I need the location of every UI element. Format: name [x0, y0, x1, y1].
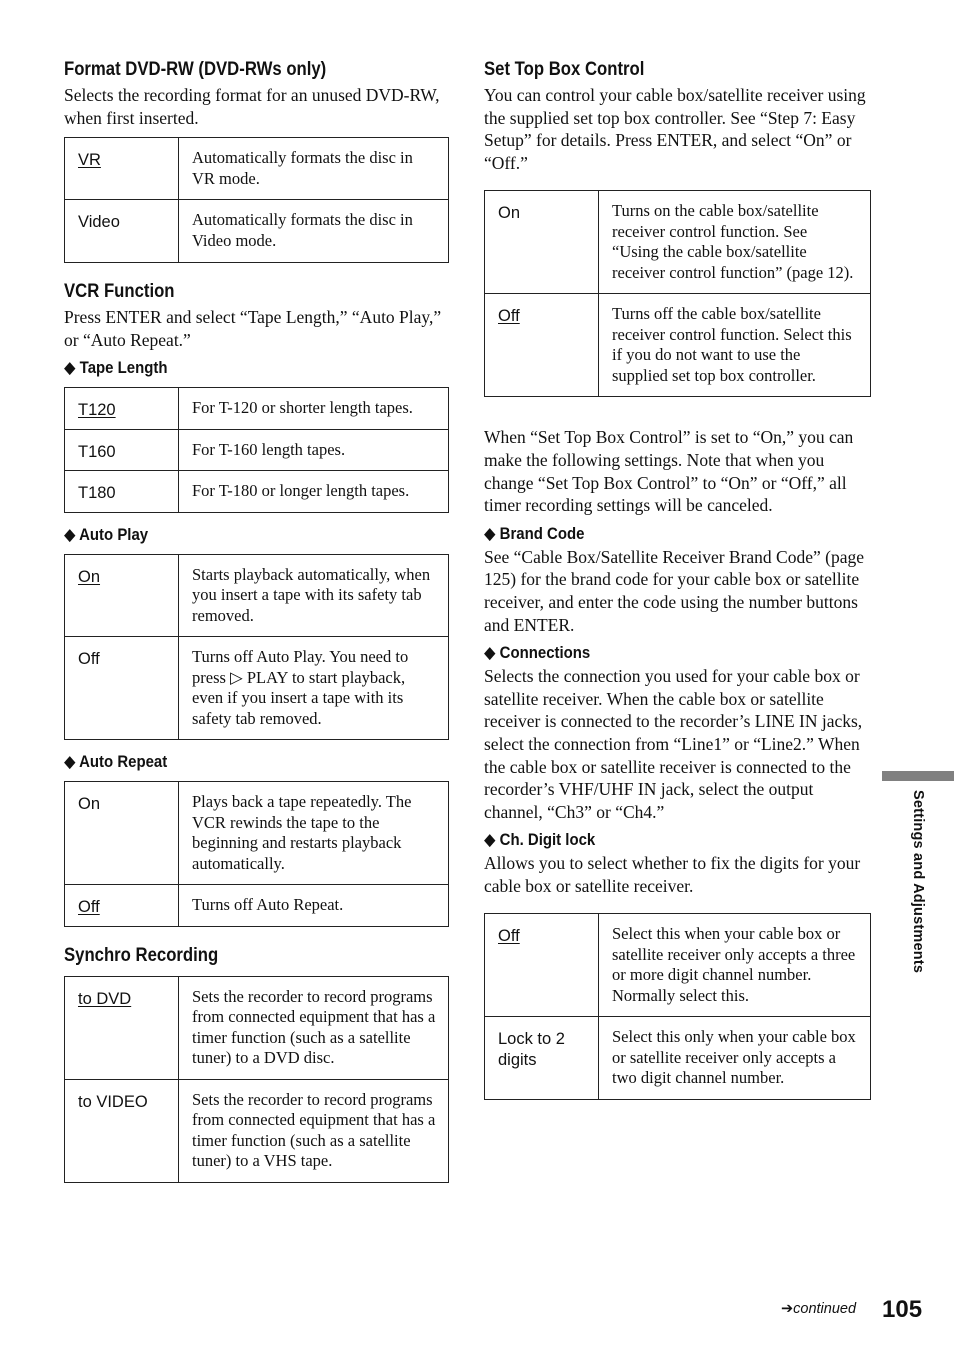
vcr-function-intro: Press ENTER and select “Tape Length,” “Auto Play,” or “Auto Repeat.” — [64, 307, 442, 350]
table-row — [65, 554, 449, 637]
brand-code-text: See “Cable Box/Satellite Receiver Brand Code” (page 125) for the brand code for your cable box or satellite receiver, and enter the code using the number buttons and ENTER. — [484, 546, 865, 635]
subsection-title-brand-code: ◆ Brand Code — [484, 523, 585, 543]
format-dvd-rw-table — [64, 137, 449, 263]
option-desc: Select this only when your cable box or satellite receiver only accepts a two digit channel number. — [599, 1017, 871, 1100]
option-desc: Select this when your cable box or satellite receiver only accepts a three or more digit channel number. Normally select this. — [599, 914, 871, 1017]
table-row — [485, 294, 871, 397]
set-top-box-table — [484, 190, 871, 397]
tape-length-table — [64, 387, 449, 513]
set-top-box-intro: You can control your cable box/satellite receiver using the supplied set top box controller. See “Step 7: Easy Setup” for details. Press ENTER, and select “On” or “Off.” — [484, 85, 866, 173]
option-desc: Turns off the cable box/satellite receiver control function. Select this if you do not want to use the supplied set top box controller. — [599, 294, 871, 397]
auto-repeat-table — [64, 781, 449, 927]
synchro-recording-table — [64, 976, 449, 1183]
option-off: Off — [498, 307, 520, 326]
sidebar-tab-bar — [882, 771, 954, 781]
page-number: 105 — [882, 1296, 923, 1323]
section-title-synchro-recording: Synchro Recording — [64, 944, 219, 966]
option-to-video: to VIDEO — [65, 1079, 179, 1182]
option-on: On — [485, 191, 599, 294]
option-vr: VR — [78, 151, 101, 170]
desc-text: Turns off Auto Play. You need to press — [192, 647, 409, 687]
option-on: On — [65, 782, 179, 885]
option-desc: Starts playback automatically, when you insert a tape with its safety tab removed. — [179, 554, 449, 637]
option-off: Off — [78, 898, 100, 917]
option-on: On — [78, 567, 101, 586]
table-row — [65, 976, 449, 1079]
subsection-title-tape-length: ◆ Tape Length — [64, 358, 168, 378]
section-title-vcr-function: VCR Function — [64, 281, 175, 303]
option-desc: Automatically formats the disc in Video mode. — [179, 200, 449, 263]
ch-digit-lock-text: Allows you to select whether to fix the digits for your cable box or satellite receiver. — [484, 853, 861, 896]
table-row — [65, 637, 449, 740]
subsection-title-auto-play: ◆ Auto Play — [64, 524, 149, 544]
left-column — [64, 58, 449, 1183]
table-row — [65, 429, 449, 471]
subsection-title-ch-digit-lock: ◆ Ch. Digit lock — [484, 830, 596, 850]
desc-text: PLAY to start playback, even if you insert a tape with its safety tab removed. — [192, 667, 406, 728]
table-row — [485, 914, 871, 1017]
option-desc: Sets the recorder to record programs from connected equipment that has a timer function (such as a satellite tuner) to a VHS tape. — [179, 1079, 449, 1182]
table-row — [65, 782, 449, 885]
table-row — [65, 138, 449, 200]
auto-play-table — [64, 554, 449, 741]
subsection-title-auto-repeat: ◆ Auto Repeat — [64, 752, 168, 772]
set-top-box-note: When “Set Top Box Control” is set to “On,” you can make the following settings. Note that when you change “Set Top Box Control” to “On” or “Off,” all timer recording settings will be canceled. — [484, 427, 854, 516]
connections-text: Selects the connection you used for your cable box or satellite receiver. When the cable box or satellite receiver is connected to the recorder’s LINE IN jacks, select the connection from “Line1” or “Line2.” When the cable box or satellite receiver is connected to the recorder’s VHF/UHF IN jack, select the output channel, “Ch3” or “Ch4.” — [484, 666, 863, 822]
table-row — [485, 1017, 871, 1100]
option-desc: Turns on the cable box/satellite receiver control function. See “Using the cable box/satellite receiver control function” (page 12). — [599, 191, 871, 294]
option-desc: Automatically formats the disc in VR mode. — [179, 138, 449, 200]
table-row — [65, 200, 449, 263]
option-off: Off — [65, 637, 179, 740]
table-row — [65, 885, 449, 927]
ch-digit-lock-table — [484, 913, 871, 1100]
format-dvd-rw-intro: Selects the recording format for an unused DVD-RW, when first inserted. — [64, 85, 440, 128]
table-row — [65, 388, 449, 430]
table-row — [65, 1079, 449, 1182]
option-t180: T180 — [65, 471, 179, 513]
option-off: Off — [498, 927, 520, 946]
option-t120: T120 — [78, 401, 116, 420]
option-t160: T160 — [65, 429, 179, 471]
right-column — [484, 58, 871, 1100]
option-video: Video — [65, 200, 179, 263]
subsection-title-connections: ◆ Connections — [484, 643, 591, 663]
option-desc: Turns off Auto Repeat. — [179, 885, 449, 927]
option-desc — [179, 637, 449, 740]
option-desc: For T-120 or shorter length tapes. — [179, 388, 449, 430]
option-desc: For T-160 length tapes. — [179, 429, 449, 471]
sidebar-section-label: Settings and Adjustments — [910, 790, 926, 974]
option-desc: Sets the recorder to record programs from connected equipment that has a timer function (such as a satellite tuner) to a DVD disc. — [179, 976, 449, 1079]
option-desc: For T-180 or longer length tapes. — [179, 471, 449, 513]
table-row — [65, 471, 449, 513]
option-lock-to-2-digits: Lock to 2 digits — [485, 1017, 599, 1100]
option-to-dvd: to DVD — [78, 989, 132, 1008]
option-desc: Plays back a tape repeatedly. The VCR rewinds the tape to the beginning and restarts playback automatically. — [179, 782, 449, 885]
play-icon: ▷ — [230, 667, 243, 687]
section-title-format-dvd-rw: Format DVD-RW (DVD-RWs only) — [64, 59, 327, 80]
table-row — [485, 191, 871, 294]
continued-indicator: ➔continued — [781, 1301, 857, 1317]
section-title-set-top-box-control: Set Top Box Control — [484, 59, 645, 80]
